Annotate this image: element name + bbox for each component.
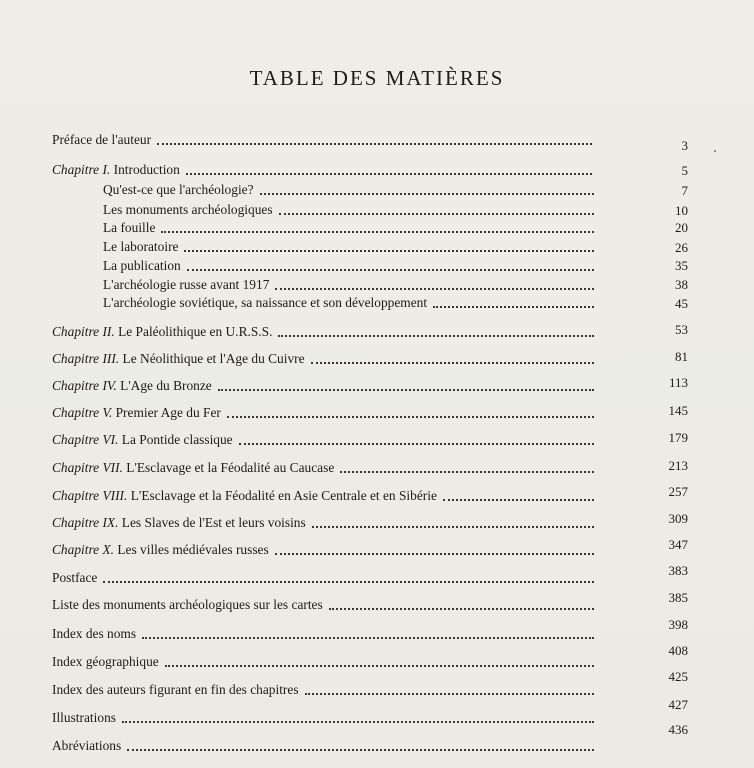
page-number: 7 [681, 183, 688, 198]
entry-title: L'Esclavage et la Féodalité au Caucase [122, 460, 335, 475]
chapter-number: Chapitre VIII. [52, 488, 128, 503]
toc-entry-label [103, 182, 254, 198]
entry-title: La publication [103, 258, 181, 273]
page-number: 26 [675, 240, 688, 255]
entry-title: L'archéologie soviétique, sa naissance et son développement [103, 295, 428, 310]
speck [714, 150, 716, 152]
dot-leader [311, 361, 594, 364]
dot-leader [275, 552, 594, 555]
toc-entry [52, 706, 600, 726]
page-number: 179 [668, 430, 688, 445]
entry-title: Premier Age du Fer [112, 405, 221, 420]
dot-leader [279, 212, 594, 215]
entry-title: Le laboratoire [103, 239, 179, 254]
toc-entry [103, 273, 600, 293]
chapter-number: Chapitre VI. [52, 432, 119, 447]
toc-entry [52, 678, 600, 698]
page-number: 398 [668, 617, 688, 632]
page-number: 385 [668, 590, 688, 605]
dot-leader [184, 249, 594, 252]
toc-entry [52, 538, 600, 558]
toc-entry-label [52, 460, 334, 476]
toc-entry [52, 511, 600, 531]
dot-leader [278, 334, 594, 337]
toc-entry [103, 198, 600, 218]
toc-entry [103, 254, 600, 274]
toc-entry [103, 291, 600, 311]
page-number: 425 [668, 669, 688, 684]
entry-title: Postface [52, 570, 98, 585]
page-number: 427 [668, 697, 688, 712]
dot-leader [239, 442, 594, 445]
page-number: 20 [675, 220, 688, 235]
toc-entry-label [52, 542, 269, 558]
dot-leader [122, 720, 594, 723]
toc-entry-label [52, 378, 212, 394]
toc-entry [52, 566, 600, 586]
toc-entry-label [52, 597, 323, 613]
toc-entry [52, 347, 600, 367]
entry-title: Abréviations [52, 738, 122, 753]
page-number: 10 [675, 203, 688, 218]
page-number: 35 [675, 258, 688, 273]
chapter-number: Chapitre VII. [52, 460, 123, 475]
toc-entry-label [52, 710, 116, 726]
toc-entry [52, 128, 598, 148]
toc-entry-label [103, 239, 178, 255]
dot-leader [157, 142, 592, 145]
toc-entry-label [52, 162, 180, 178]
toc-entry [52, 374, 600, 394]
entry-title: Introduction [110, 162, 180, 177]
dot-leader [340, 470, 594, 473]
entry-title: Les monuments archéologiques [103, 202, 273, 217]
chapter-number: Chapitre X. [52, 542, 114, 557]
dot-leader [227, 415, 594, 418]
toc-entry-label [52, 405, 221, 421]
dot-leader [305, 692, 594, 695]
dot-leader [443, 498, 594, 501]
entry-title: L'Age du Bronze [116, 378, 212, 393]
chapter-number: Chapitre IV. [52, 378, 117, 393]
page-number: 213 [668, 458, 688, 473]
entry-title: Les Slaves de l'Est et leurs voisins [118, 515, 306, 530]
toc-entry [52, 484, 600, 504]
dot-leader [329, 607, 594, 610]
toc-entry-label [103, 295, 427, 311]
page-number: 383 [668, 563, 688, 578]
toc-entry [52, 593, 600, 613]
toc-entry [52, 650, 600, 670]
page-number: 436 [668, 722, 688, 737]
page-number: 113 [668, 375, 688, 390]
entry-title: La fouille [103, 220, 156, 235]
toc-entry [103, 216, 600, 236]
entry-title: Liste des monuments archéologiques sur les cartes [52, 597, 323, 612]
dot-leader [142, 636, 594, 639]
page-number: 3 [681, 138, 688, 153]
entry-title: Index des noms [52, 626, 137, 641]
page-number: 309 [668, 511, 688, 526]
toc-entry-label [52, 324, 272, 340]
entry-title: Illustrations [52, 710, 116, 725]
dot-leader [187, 268, 594, 271]
toc-entry [52, 622, 600, 642]
page-number: 81 [675, 349, 688, 364]
toc-entry-label [52, 738, 121, 754]
dot-leader [218, 388, 594, 391]
toc-entry [52, 456, 600, 476]
dot-leader [103, 580, 594, 583]
page-number: 45 [675, 296, 688, 311]
page-number: 5 [681, 163, 688, 178]
entry-title: Les villes médiévales russes [114, 542, 269, 557]
toc-entry [52, 320, 600, 340]
page-number: 145 [668, 403, 688, 418]
entry-title: Préface de l'auteur [52, 132, 152, 147]
toc-entry [103, 178, 600, 198]
chapter-number: Chapitre V. [52, 405, 113, 420]
toc-entry-label [52, 626, 136, 642]
toc-entry-label [103, 220, 155, 236]
page-number: 38 [675, 277, 688, 292]
entry-title: L'archéologie russe avant 1917 [103, 277, 270, 292]
entry-title: Qu'est-ce que l'archéologie? [103, 182, 254, 197]
toc-entry-label [52, 432, 233, 448]
dot-leader [165, 664, 594, 667]
dot-leader [186, 172, 592, 175]
page-number: 408 [668, 643, 688, 658]
entry-title: Le Paléolithique en U.R.S.S. [114, 324, 273, 339]
chapter-number: Chapitre IX. [52, 515, 119, 530]
toc-entry-label [52, 515, 306, 531]
dot-leader [260, 192, 594, 195]
entry-title: Index géographique [52, 654, 159, 669]
toc-entry [52, 734, 600, 754]
page-number: 53 [675, 322, 688, 337]
page-number: 257 [668, 484, 688, 499]
entry-title: La Pontide classique [118, 432, 233, 447]
toc-entry [52, 401, 600, 421]
dot-leader [312, 525, 594, 528]
dot-leader [275, 287, 594, 290]
page-number: 347 [668, 537, 688, 552]
page-title: TABLE DES MATIÈRES [249, 66, 505, 90]
entry-title: Index des auteurs figurant en fin des chapitres [52, 682, 299, 697]
toc-entry-label [52, 488, 437, 504]
dot-leader [433, 305, 594, 308]
dot-leader [127, 748, 594, 751]
toc-entry [52, 158, 598, 178]
toc-entry-label [52, 570, 97, 586]
toc-entry-label [52, 351, 305, 367]
toc-entry-label [103, 258, 181, 274]
entry-title: L'Esclavage et la Féodalité en Asie Centrale et en Sibérie [127, 488, 437, 503]
toc-entry [52, 428, 600, 448]
chapter-number: Chapitre I. [52, 162, 111, 177]
dot-leader [161, 230, 594, 233]
chapter-number: Chapitre II. [52, 324, 115, 339]
toc-entry-label [52, 682, 299, 698]
chapter-number: Chapitre III. [52, 351, 120, 366]
entry-title: Le Néolithique et l'Age du Cuivre [119, 351, 305, 366]
toc-entry [103, 235, 600, 255]
toc-entry-label [52, 654, 159, 670]
toc-entry-label [52, 132, 151, 148]
